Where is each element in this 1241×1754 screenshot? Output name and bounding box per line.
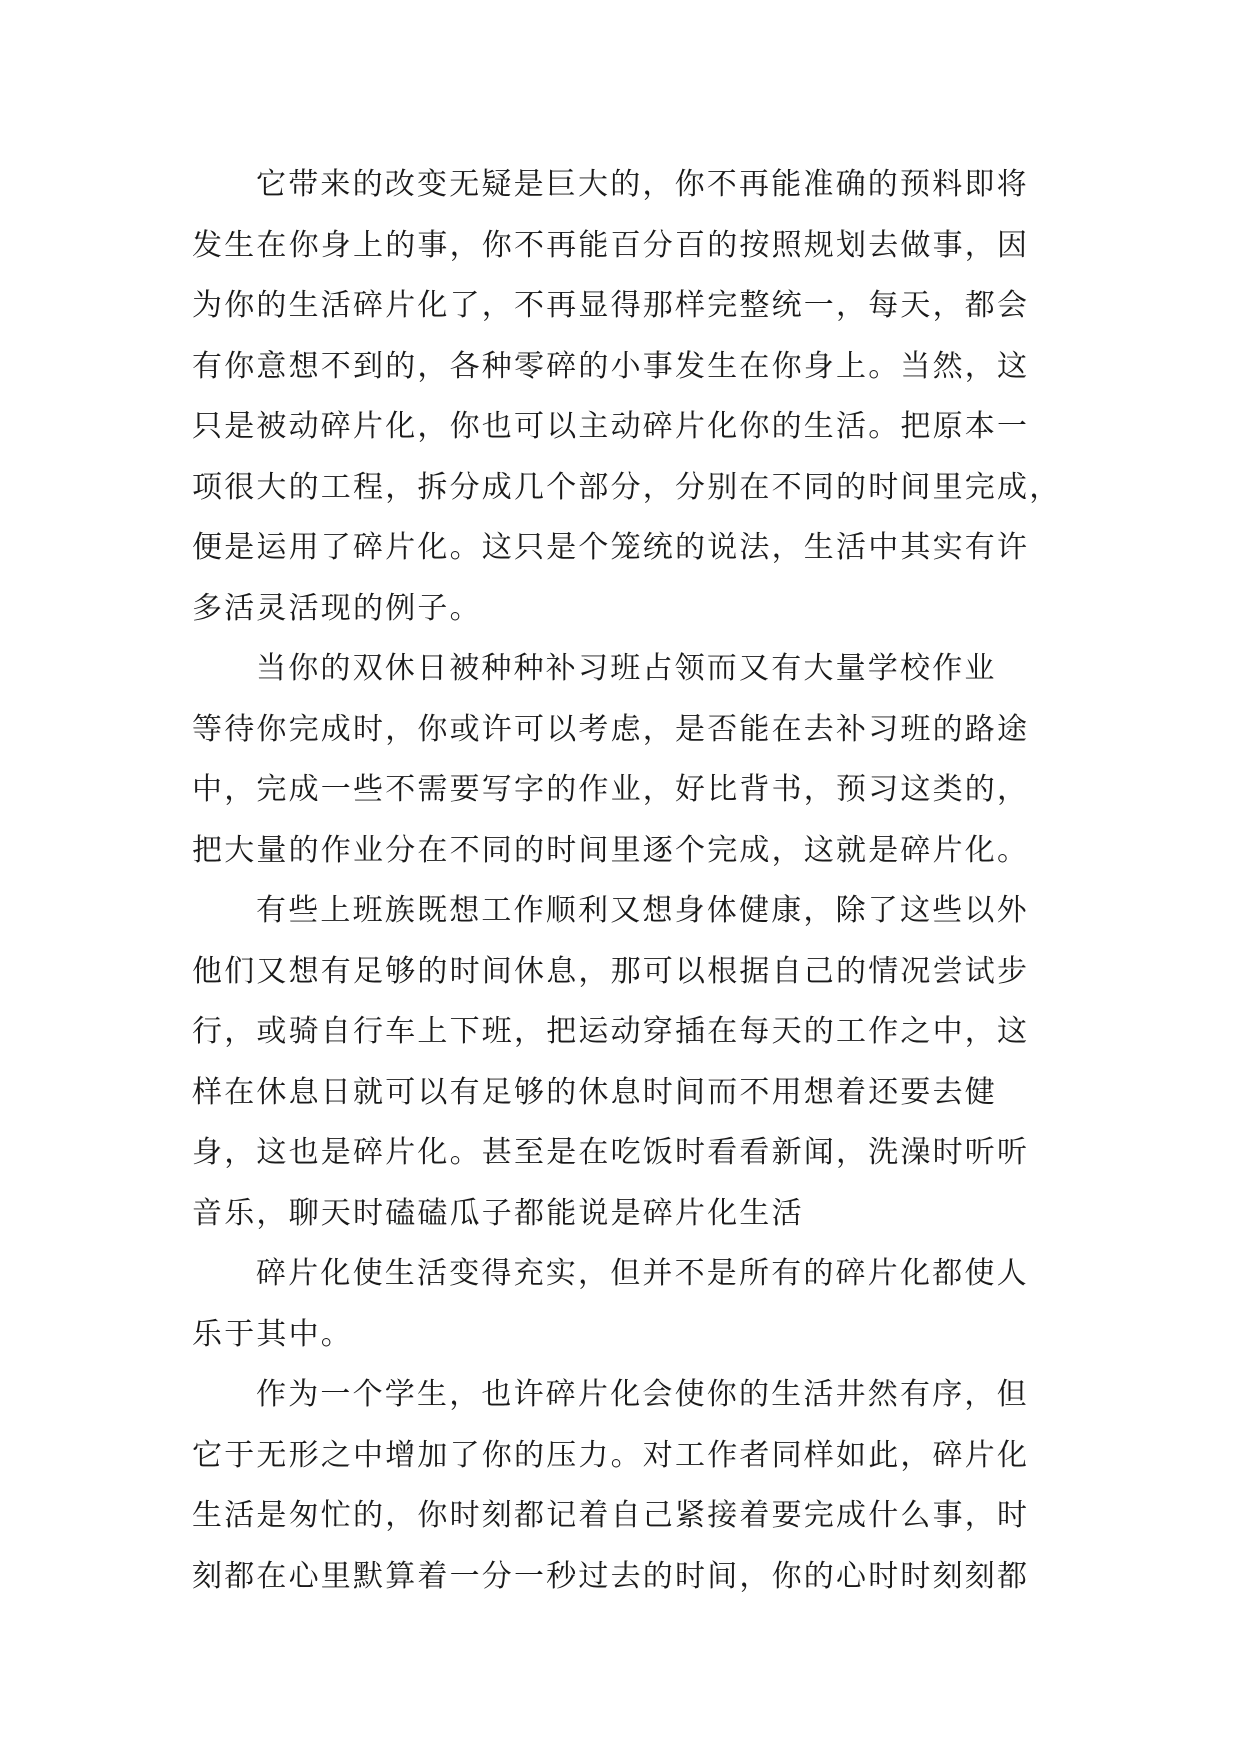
text-line: 它于无形之中增加了你的压力。对工作者同样如此，碎片化 [192,1437,1030,1473]
text-line: 把大量的作业分在不同的时间里逐个完成，这就是碎片化。 [192,832,1030,868]
text-line: 有你意想不到的，各种零碎的小事发生在你身上。当然，这 [192,348,1030,384]
text-line: 项很大的工程，拆分成几个部分，分别在不同的时间里完成， [192,469,1062,505]
text-line: 中，完成一些不需要写字的作业，好比背书，预习这类的， [192,772,1030,807]
text-line: 刻都在心里默算着一分一秒过去的时间，你的心时时刻刻都 [192,1558,1030,1594]
text-line: 为你的生活碎片化了，不再显得那样完整统一，每天，都会 [192,288,1030,323]
document-body [192,155,1062,1607]
text-line: 身，这也是碎片化。甚至是在吃饭时看看新闻，洗澡时听听 [192,1135,1030,1170]
paragraph-first-line: 当你的双休日被种种补习班占领而又有大量学校作业 [256,651,997,686]
paragraph-first-line: 有些上班族既想工作顺利又想身体健康，除了这些以外 [256,893,1029,928]
text-line: 发生在你身上的事，你不再能百分百的按照规划去做事，因 [192,227,1030,263]
text-line: 等待你完成时，你或许可以考虑，是否能在去补习班的路途 [192,711,1030,747]
text-line: 便是运用了碎片化。这只是个笼统的说法，生活中其实有许 [192,530,1030,565]
text-line: 只是被动碎片化，你也可以主动碎片化你的生活。把原本一 [192,409,1030,444]
paragraph-first-line: 它带来的改变无疑是巨大的，你不再能准确的预料即将 [256,167,1029,202]
text-line: 他们又想有足够的时间休息，那可以根据自己的情况尝试步 [192,953,1030,989]
text-line: 音乐，聊天时磕磕瓜子都能说是碎片化生活 [192,1195,804,1231]
text-line: 乐于其中。 [192,1316,353,1352]
text-line: 行，或骑自行车上下班，把运动穿插在每天的工作之中，这 [192,1014,1030,1049]
paragraph-first-line: 作为一个学生，也许碎片化会使你的生活井然有序，但 [256,1377,1029,1412]
text-line: 多活灵活现的例子。 [192,590,482,626]
text-line: 生活是匆忙的，你时刻都记着自己紧接着要完成什么事，时 [192,1498,1030,1533]
paragraph-first-line: 碎片化使生活变得充实，但并不是所有的碎片化都使人 [256,1256,1029,1291]
text-line: 样在休息日就可以有足够的休息时间而不用想着还要去健 [192,1074,997,1110]
